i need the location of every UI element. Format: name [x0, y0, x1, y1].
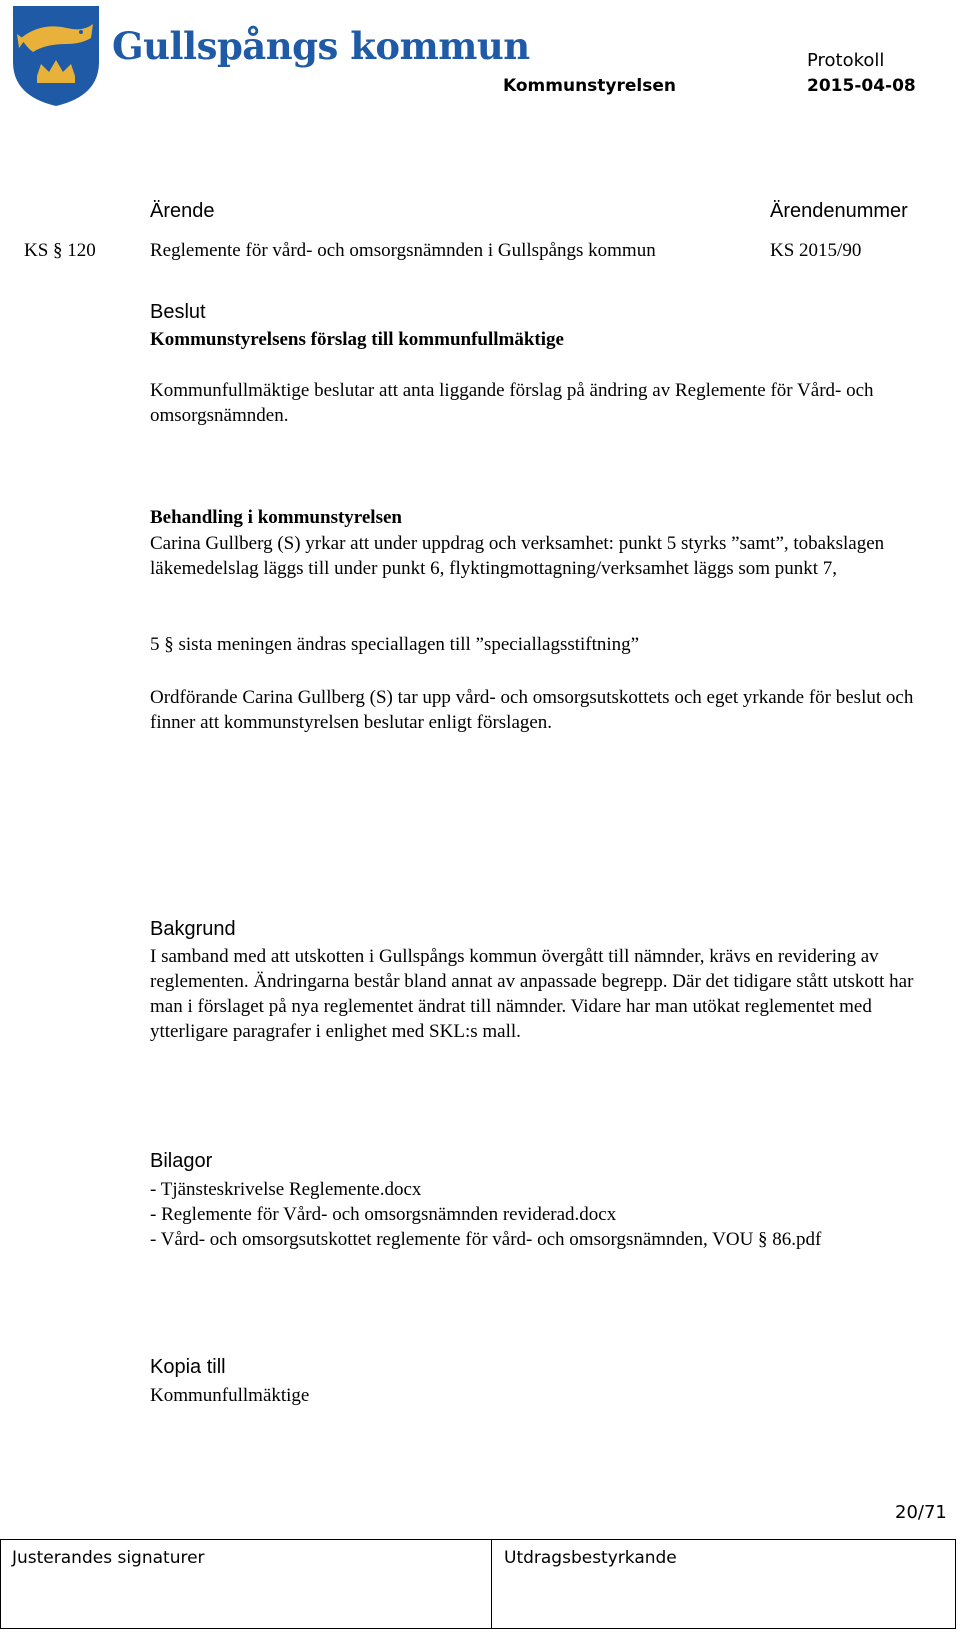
- copy-to-label: Kopia till: [150, 1356, 226, 1378]
- extract-verification-label: Utdragsbestyrkande: [504, 1548, 677, 1568]
- signatures-label: Justerandes signaturer: [12, 1548, 205, 1568]
- attachments-label: Bilagor: [150, 1150, 213, 1172]
- case-title: Reglemente för vård- och omsorgsnämnden i Gullspångs kommun: [150, 240, 656, 261]
- case-number-label: Ärendenummer: [770, 200, 908, 222]
- decision-label: Beslut: [150, 301, 206, 323]
- paragraph-number: KS § 120: [24, 240, 96, 261]
- committee-name: Kommunstyrelsen: [503, 76, 677, 96]
- attachment-item: - Vård- och omsorgsutskottet reglemente för vård- och omsorgsnämnden, VOU § 86.pdf: [150, 1229, 822, 1250]
- treatment-paragraph: Carina Gullberg (S) yrkar att under uppdrag och verksamhet: punkt 5 styrks ”samt”, tobakslagen läkemedelslag läggs till under punkt 6, flyktingmottagning/verksamhet läggs som punkt 7,: [150, 533, 885, 579]
- attachments-list: [150, 1177, 940, 1252]
- page-number: 20/71: [895, 1502, 947, 1523]
- decision-text: Kommunfullmäktige beslutar att anta liggande förslag på ändring av Reglemente för Vård- och omsorgsnämnden.: [150, 380, 874, 426]
- municipal-coat-of-arms-icon: [11, 4, 101, 108]
- treatment-paragraph: Ordförande Carina Gullberg (S) tar upp vård- och omsorgsutskottets och eget yrkande för beslut och finner att kommunstyrelsen beslutar enligt förslagen.: [150, 687, 914, 733]
- decision-subheading: Kommunstyrelsens förslag till kommunfullmäktige: [150, 329, 564, 350]
- case-number: KS 2015/90: [770, 240, 862, 261]
- meeting-date: 2015-04-08: [807, 76, 916, 96]
- background-label: Bakgrund: [150, 918, 236, 940]
- treatment-paragraph: 5 § sista meningen ändras speciallagen till ”speciallagsstiftning”: [150, 634, 640, 655]
- document-type: Protokoll: [807, 50, 885, 71]
- case-label: Ärende: [150, 200, 215, 222]
- attachment-item: - Reglemente för Vård- och omsorgsnämnden reviderad.docx: [150, 1204, 617, 1225]
- treatment-heading: Behandling i kommunstyrelsen: [150, 507, 402, 528]
- copy-to-recipient: Kommunfullmäktige: [150, 1385, 310, 1406]
- background-text: I samband med att utskotten i Gullspångs kommun övergått till nämnder, krävs en revidering av reglementen. Ändringarna består bland annat av anpassade begrepp. Där det tidigare stått utskott har man i förslaget på nya reglementet ändrat till nämnder. Vidare har man utökat reglementet med ytterligare paragrafer i enlighet med SKL:s mall.: [150, 946, 914, 1042]
- organization-name: Gullspångs kommun: [112, 24, 530, 68]
- attachment-item: - Tjänsteskrivelse Reglemente.docx: [150, 1179, 422, 1200]
- signature-table-divider: [491, 1539, 492, 1629]
